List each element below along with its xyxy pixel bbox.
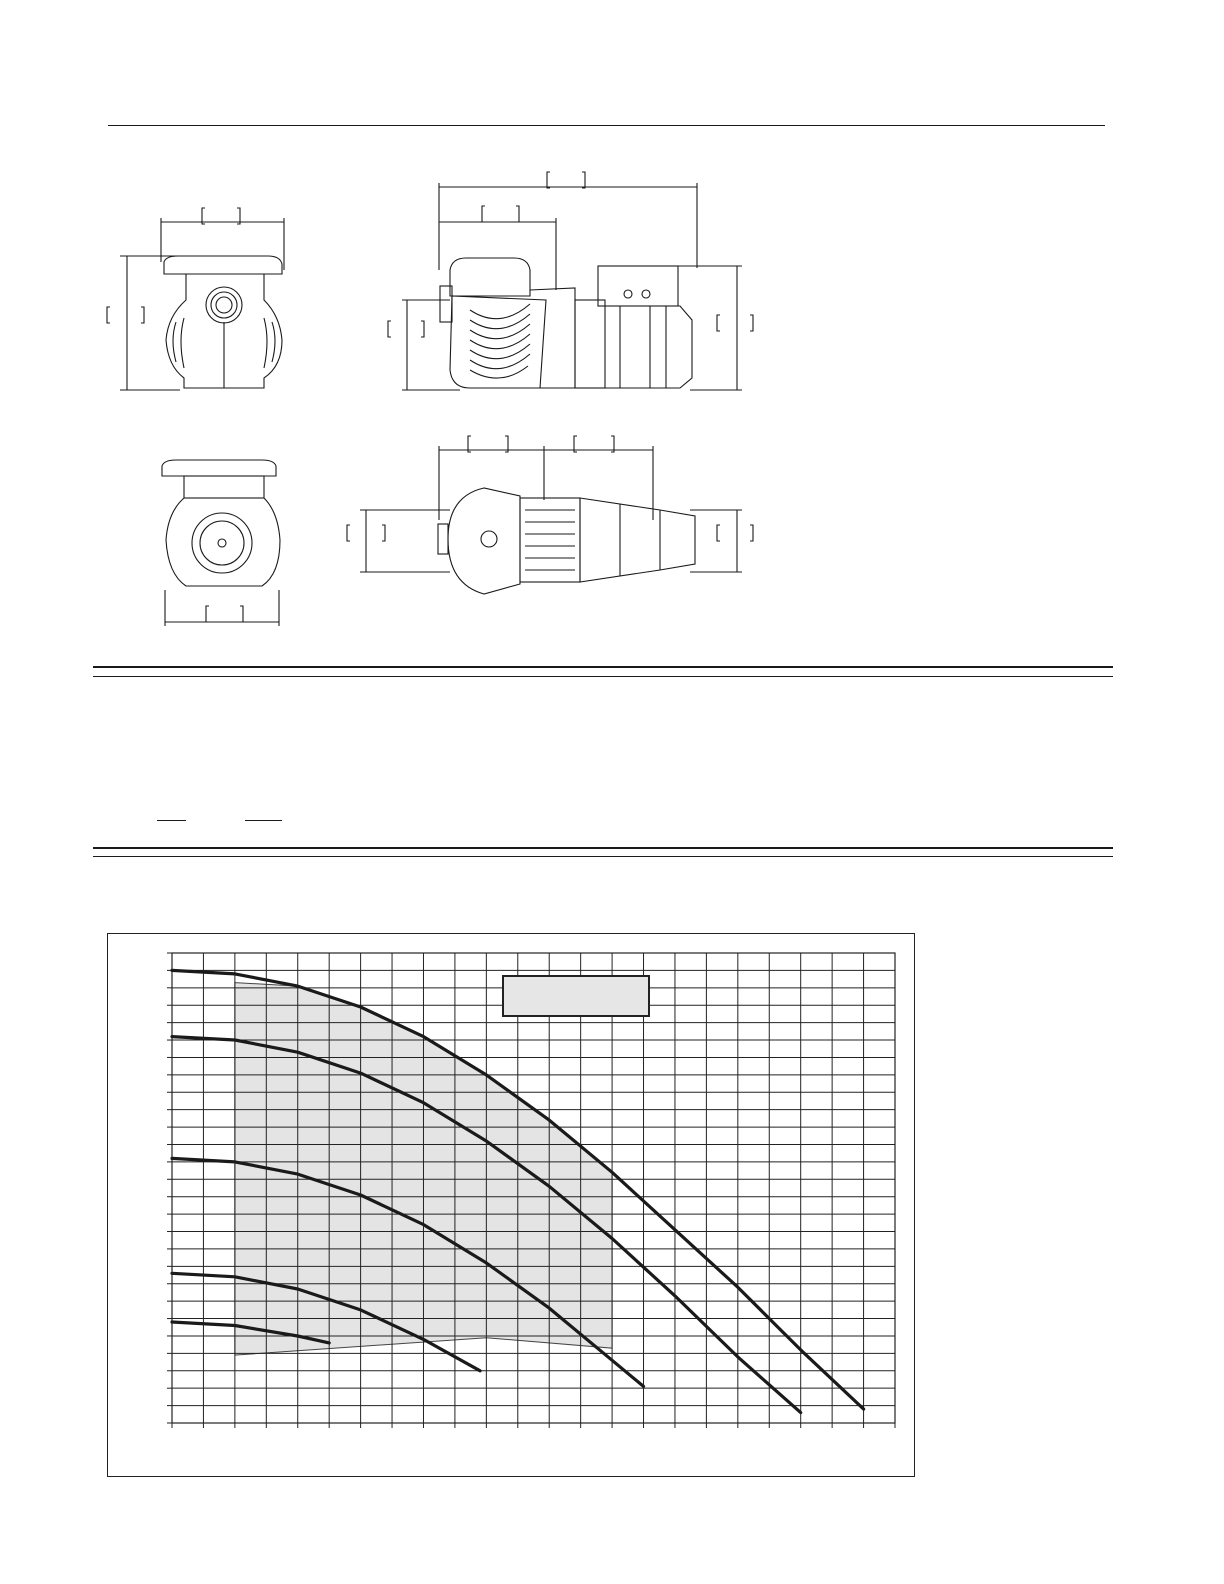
legend-box xyxy=(502,975,650,1017)
